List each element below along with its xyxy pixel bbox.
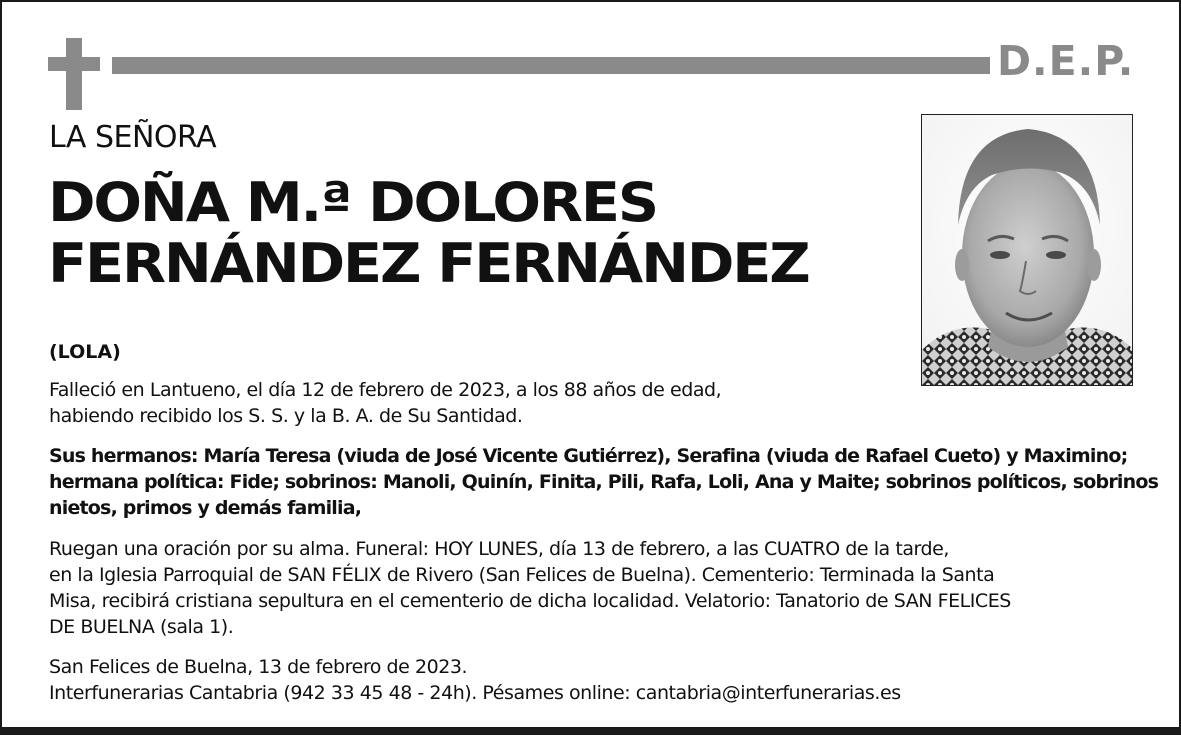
- contact-line: Interfunerarias Cantabria (942 33 45 48 - 24h). Pésames online: cantabria@interfunerarias.es: [49, 682, 901, 704]
- family-line: nietos, primos y demás familia,: [49, 497, 362, 519]
- name-line-1: DOÑA M.ª DOLORES: [48, 171, 657, 234]
- death-notice: [49, 377, 721, 429]
- funeral-line: Misa, recibirá cristiana sepultura en el cementerio de dicha localidad. Velatorio: Tanatorio de SAN FELICES: [49, 590, 1011, 612]
- intro-label: LA SEÑORA: [49, 120, 217, 155]
- family-line: hermana política: Fide; sobrinos: Manoli, Quinín, Finita, Pili, Rafa, Loli, Ana y Maite; sobrinos políticos, sobrinos: [49, 471, 1159, 493]
- name-line-2: FERNÁNDEZ FERNÁNDEZ: [48, 232, 809, 295]
- funeral-line: Ruegan una oración por su alma. Funeral: HOY LUNES, día 13 de febrero, a las CUATRO de la tarde,: [49, 538, 949, 560]
- header-rule: [112, 57, 990, 74]
- funeral-details: [49, 536, 1011, 640]
- footer-info: [49, 654, 901, 706]
- funeral-line: DE BUELNA (sala 1).: [49, 616, 234, 638]
- portrait-image: [922, 115, 1133, 386]
- death-notice-line: habiendo recibido los S. S. y la B. A. de Su Santidad.: [49, 405, 523, 427]
- family-list: [49, 443, 1158, 521]
- death-notice-line: Falleció en Lantueno, el día 12 de febrero de 2023, a los 88 años de edad,: [49, 379, 722, 401]
- portrait-photo: [921, 114, 1133, 386]
- nickname: (LOLA): [49, 341, 121, 363]
- funeral-line: en la Iglesia Parroquial de SAN FÉLIX de Rivero (San Felices de Buelna). Cementerio: Terminada la Santa: [49, 564, 995, 586]
- dep-label: D.E.P.: [997, 37, 1135, 85]
- family-line: Sus hermanos: María Teresa (viuda de José Vicente Gutiérrez), Serafina (viuda de Rafael Cueto) y Maximino;: [49, 445, 1128, 467]
- place-date-line: San Felices de Buelna, 13 de febrero de 2023.: [49, 656, 468, 678]
- cross-icon: [48, 38, 100, 110]
- deceased-name: [48, 172, 809, 294]
